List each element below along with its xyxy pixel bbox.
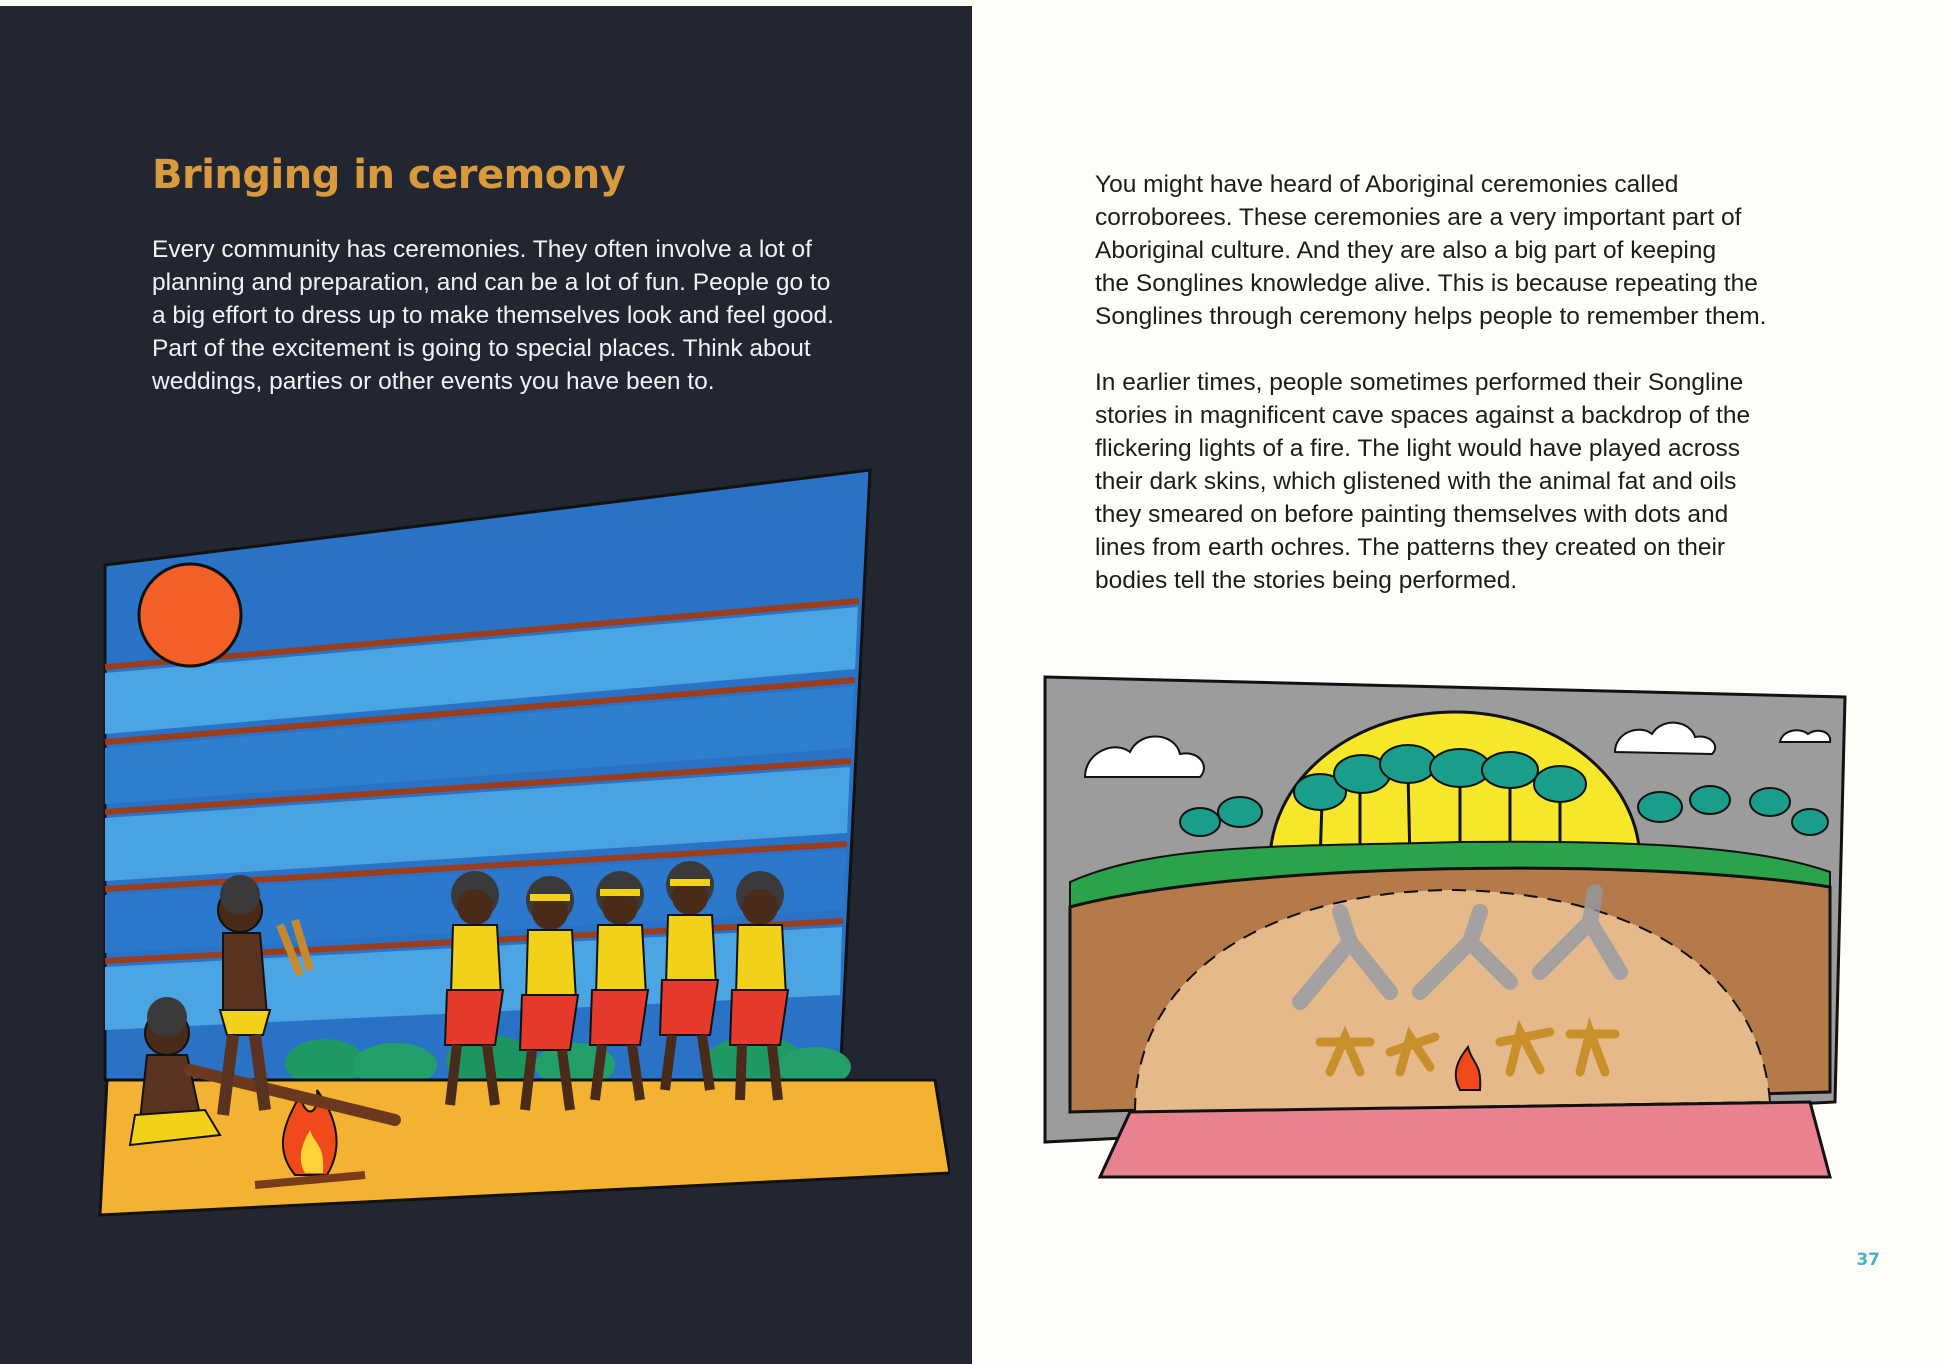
sun-shape bbox=[139, 564, 241, 666]
page-number: 37 bbox=[1856, 1250, 1880, 1270]
intro-paragraph: Every community has ceremonies. They often involve a lot of planning and preparation, and can be a lot of fun. People go to a big effort to dress up to make themselves look and feel good. Part of the excitement is going to special places. Think about weddings, parties or other events you have been to. bbox=[152, 236, 834, 395]
ceremony-dance-illustration bbox=[95, 455, 950, 1225]
page-heading: Bringing in ceremony bbox=[152, 152, 626, 198]
red-ground bbox=[1100, 1102, 1830, 1177]
cave-paragraph: In earlier times, people sometimes performed their Songline stories in magnificent cave spaces against a backdrop of the flickering lights of a fire. The light would have played across their dark skins, which glistened with the animal fat and oils they smeared on before painting themselves with dots and lines from earth ochres. The patterns they created on their bodies tell the stories being performed. bbox=[1095, 369, 1751, 594]
cave-ceremony-illustration bbox=[1040, 672, 1850, 1182]
corroboree-paragraph: You might have heard of Aboriginal ceremonies called corroborees. These ceremonies are a very important part of Aboriginal culture. And they are also a big part of keeping the Songlines knowledge alive. This is because repeating the Songlines through ceremony helps people to remember them. bbox=[1095, 171, 1767, 330]
